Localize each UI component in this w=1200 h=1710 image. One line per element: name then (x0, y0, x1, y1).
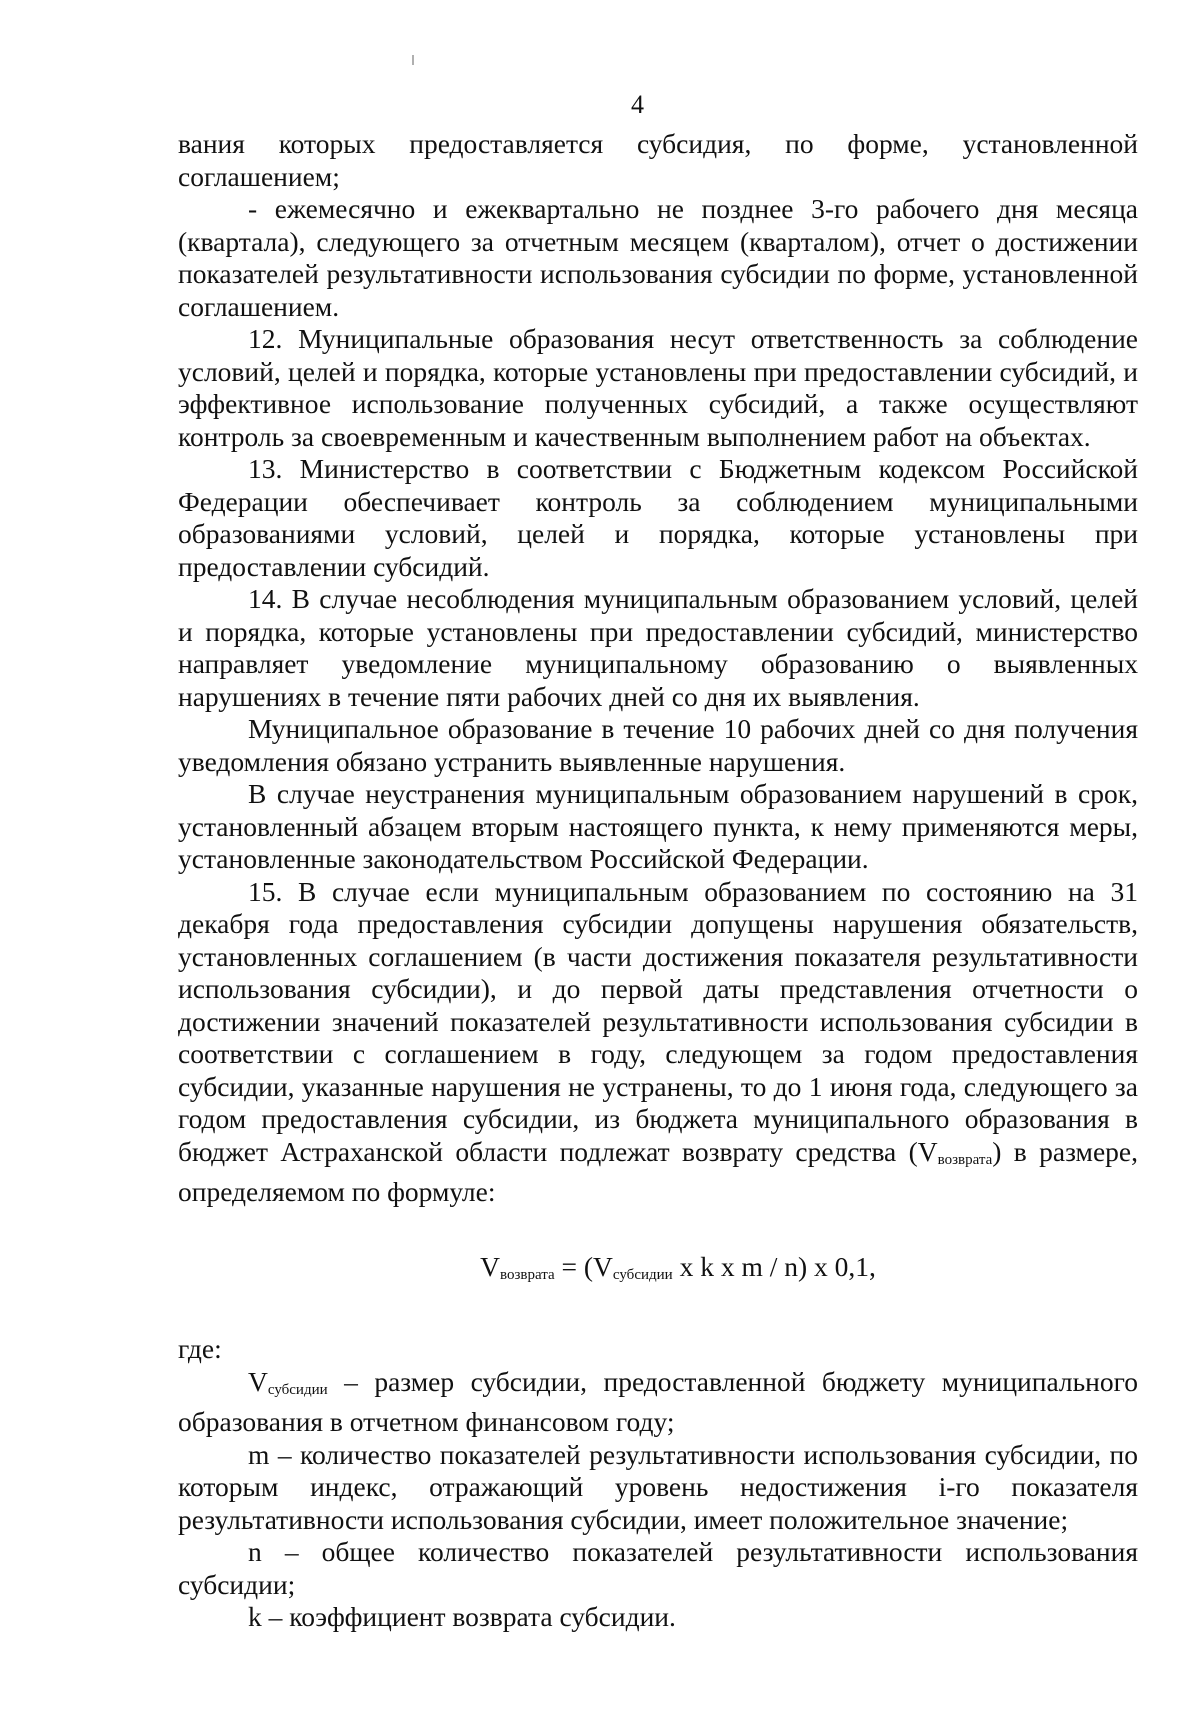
definition-m: m – количество показателей результативности использования субсидии, по которым индекс, отражающий уровень недостижения i-го показателя результативности использования субсидии, имеет положительное значение; (178, 1438, 1138, 1535)
definition-k: k – коэффициент возврата субсидии. (248, 1601, 676, 1632)
paragraph-15-subscript: возврата (937, 1151, 993, 1168)
paragraph-monthly-report: - ежемесячно и ежеквартально не позднее 3-го рабочего дня месяца (квартала), следующего за отчетным месяцем (кварталом), отчет о достижении показателей результативности использования субсидии по форме, установленной соглашением. (178, 193, 1138, 322)
paragraph-15-text: 15. В случае если муниципальным образованием по состоянию на 31 декабря года предоставления субсидии допущены нарушения обязательств, установленных соглашением (в части достижения показателя результативности использования субсидии), и до первой даты представления отчетности о достижении значений показателей результативности использования субсидии в соответствии с соглашением в году, следующем за годом предоставления субсидии, указанные нарушения не устранены, то до 1 июня года, следующего за годом предоставления субсидии, из бюджета муниципального образования в бюджет Астраханской области подлежат возврату средства (V (178, 875, 1138, 1167)
return-formula (178, 1251, 1138, 1292)
formula-v: V (480, 1250, 500, 1282)
paragraph-12: 12. Муниципальные образования несут ответственность за соблюдение условий, целей и порядка, которые установлены при предоставлении субсидий, и эффективное использование полученных субсидий, а также осуществляют контроль за своевременным и качественным выполнением работ на объектах. (178, 323, 1138, 452)
paragraph-15-tail: ) в размере, определяемом по формуле: (178, 1135, 1138, 1207)
where-label: где: (178, 1333, 222, 1364)
formula-subsidy-subscript: субсидии (612, 1266, 673, 1283)
formula-rest: x k x m / n) x 0,1, (672, 1250, 876, 1282)
paragraph-13: 13. Министерство в соответствии с Бюджетным кодексом Российской Федерации обеспечивает контроль за соблюдением муниципальными образованиями условий, целей и порядка, которые установлены при предоставлении субсидий. (178, 453, 1138, 582)
paragraph-14-third: В случае неустранения муниципальным образованием нарушений в срок, установленный абзацем вторым настоящего пункта, к нему применяются меры, установленные законодательством Российской Федерации. (178, 778, 1138, 874)
formula-equals: = (V (554, 1250, 613, 1282)
definition-v-subscript: субсидии (267, 1381, 328, 1398)
paragraph-14: 14. В случае несоблюдения муниципальным образованием условий, целей и порядка, которые установлены при предоставлении субсидий, министерство направляет уведомление муниципальному образованию о выявленных нарушениях в течение пяти рабочих дней со дня их выявления. (178, 583, 1138, 712)
definition-v-subsidy (178, 1366, 1138, 1439)
paragraph-continuation: вания которых предоставляется субсидия, по форме, установленной соглашением; (178, 128, 1138, 192)
formula-v-subscript: возврата (499, 1266, 555, 1283)
paragraph-14-second: Муниципальное образование в течение 10 рабочих дней со дня получения уведомления обязано устранить выявленные нарушения. (178, 713, 1138, 777)
definition-n: n – общее количество показателей результативности использования субсидии; (178, 1536, 1138, 1600)
scan-artifact (412, 55, 414, 65)
definition-v-text: – размер субсидии, предоставленной бюджету муниципального образования в отчетном финансовом году; (178, 1365, 1138, 1437)
definition-v: V (248, 1365, 268, 1397)
paragraph-15 (178, 876, 1138, 1209)
document-body (178, 128, 1138, 1634)
page-number: 4 (631, 90, 644, 119)
